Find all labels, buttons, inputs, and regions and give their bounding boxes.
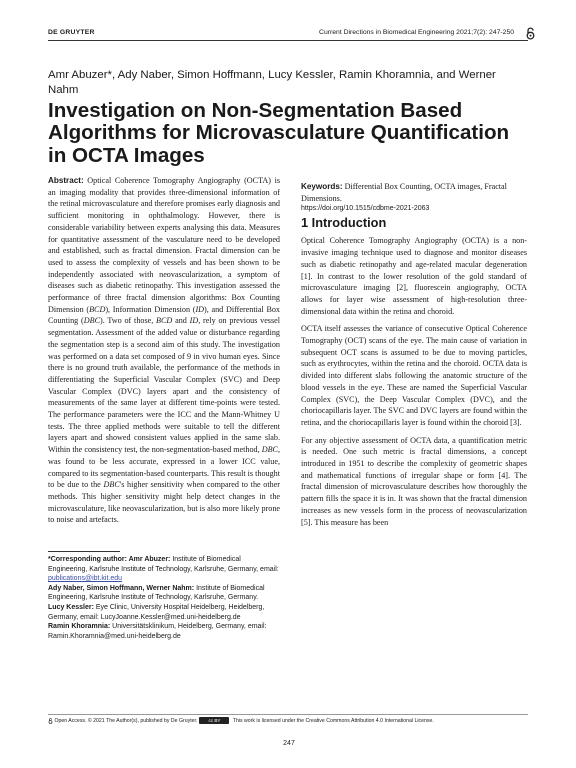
intro-paragraph-2: OCTA itself assesses the variance of consecutive Optical Coherence Tomography (OCT) scans of the eye. The main cause of variation in subsequent OCT scans is assumed to be due to moving particles, such as erythrocytes, within the retina and the choroid. OCTA data is divided into different slabs following the anatomic structure of the blood vessels in the eye. These are named the Superficial Vascular Complex (SVC), the Deep Vascular Complex (DVC), and the choriocapillaris layer. The SVC and DVC layers are found within the retina, and the choriocapillaris layer is found within the choroid [3].: [301, 324, 527, 427]
keywords: [301, 181, 527, 204]
footnote-authors: [48, 584, 280, 603]
abstract-text: ), Information Dimension (: [105, 304, 196, 314]
footnote-label: Ramin Khoramnia:: [48, 623, 111, 631]
author-footnotes: [48, 555, 280, 641]
publisher-name: DE GRUYTER: [48, 29, 95, 36]
footnote-text: Institute of Biomedical Engineering, Karlsruhe Institute of Technology, Karlsruhe, Germany, email:: [48, 556, 279, 573]
journal-citation: Current Directions in Biomedical Engineering 2021;7(2): 247-250: [319, 29, 514, 36]
open-access-lock-icon: [525, 27, 536, 40]
abstract-text: and: [172, 316, 190, 326]
footnote-text: Institute of Biomedical Engineering, Karlsruhe Institute of Technology, Karlsruhe, Germany.: [48, 584, 265, 602]
footnote-corresponding: [48, 555, 280, 584]
doi-link[interactable]: https://doi.org/10.1515/cdbme-2021-2063: [301, 205, 430, 213]
license-text: This work is licensed under the Creative Commons Attribution 4.0 International License.: [231, 718, 434, 724]
page-number: 247: [283, 740, 295, 747]
abbr-id: ID: [195, 304, 205, 314]
footnote-rule: [48, 551, 120, 552]
author-list: Amr Abuzer*, Ady Naber, Simon Hoffmann, Lucy Kessler, Ramin Khoramnia, and Werner Nahm: [48, 69, 496, 96]
abbr-id: ID: [189, 316, 199, 326]
header-rule: [48, 40, 528, 41]
intro-paragraph-3: For any objective assessment of OCTA data, a quantification metric is needed. One such metric is fractal dimensions, a concept introduced in 1951 to describe the complexity of geometric shapes and mathematical functions of irregular shape or form [4]. The fractal dimension of microvasculature describes how thoroughly the pattern fills the space it is in. It was shown that the fractal dimension increases as new vessels form in the process of neovascularization [5]. This measure has been: [301, 435, 527, 527]
footnote-label: *Corresponding author: Amr Abuzer:: [48, 556, 171, 563]
abstract: [48, 175, 280, 526]
keywords-label: Keywords:: [301, 182, 343, 191]
footnote-kessler: [48, 603, 280, 622]
corresponding-email-link[interactable]: publications@ibt.kit.edu: [48, 575, 123, 583]
abstract-text: , rely on previous vessel segmentation. Assessment of the added value or disturbance regarding the segmentation step is a second aim of this study. The investigation was performed on a data set composed of 9 in vivo human eyes. Since there is no ground truth available, the performance of the methods in differentiating the Superficial Vascular Complex (SVC) and Deep Vascular Complex (DVC) layers apart and the consistency of measurements of the same layer at different time-points were tested. The performance parameters were the ICC and the Mann-Whitney U tests. The three applied methods were suitable to tell the different layers apart and showed consistent values applied in the same slab. Within the consistency test, the non-segmentation-based method,: [48, 316, 280, 455]
footnote-label: Lucy Kessler:: [48, 603, 94, 611]
abbr-bcd: BCD: [89, 304, 106, 314]
license-line: [48, 717, 528, 725]
intro-paragraph-1: Optical Coherence Tomography Angiography (OCTA) is a non-invasive imaging technique used to diagnose and monitor diseases such as diabetic retinopathy and age-related macular degeneration [1]. In contrast to the lower resolution of the gold standard of microvasculature imaging [2], fluorescein angiography, OCTA allows for layer wise assessment of high-resolution three-dimensional data within the retina and choroid.: [301, 236, 527, 316]
footnote-text: Universitätsklinikum, Heidelberg, Germany, email: Ramin.Khoramnia@med.uni-heidelberg.de: [48, 623, 267, 640]
abstract-text: 's higher sensitivity when compared to the other methods. This higher sensitivity might help detect changes in the microvasculature, like neovascularization, but is also more likely prone to noise and artefacts.: [48, 480, 281, 525]
keywords-text: Differential Box Counting, OCTA images, Fractal Dimensions.: [301, 182, 507, 203]
abbr-dbc: DBC: [261, 445, 278, 455]
abstract-text: ). Two of those,: [100, 316, 157, 326]
license-text: Open Access. © 2021 The Author(s), published by De Gruyter.: [53, 718, 198, 724]
abstract-column: [48, 175, 280, 526]
footnote-label: Ady Naber, Simon Hoffmann, Werner Nahm:: [48, 584, 195, 592]
abbr-dbc: DBC: [83, 316, 100, 326]
footnote-text: Eye Clinic, University Hospital Heidelberg, Heidelberg, Germany, email: LucyJoanne.Kessler@med.uni-heidelberg.de: [48, 603, 265, 621]
abbr-dbc: DBC: [103, 480, 120, 490]
main-text-column: [301, 176, 527, 534]
abstract-text: Optical Coherence Tomography Angiography (OCTA) is an imaging modality that provides three-dimensional information of the retinal microvasculature and therefore promises early diagnosis and sufficient monitoring in ophthalmology. However, there is considerable variability between experts analysing this data. Measures for quantitative assessment of the vasculature need to be developed and established, such as fractal dimension. Fractal dimension can be used to assess the complexity of vessels and has been shown to be independently associated with neovascularization, a symptom of diseases such as diabetic retinopathy. This investigation assessed the performance of three fractal dimension algorithms: Box Counting Dimension (: [48, 176, 280, 314]
creative-commons-by-badge: cc BY: [199, 717, 229, 724]
section-heading-introduction: 1 Introduction: [301, 215, 387, 231]
abbr-bcd: BCD: [156, 316, 173, 326]
footnote-khoramnia: [48, 622, 280, 641]
paper-title: Investigation on Non-Segmentation Based Algorithms for Microvasculature Quantification in OCTA Images: [48, 99, 510, 167]
footer-rule: [48, 714, 528, 715]
abstract-label: Abstract:: [48, 176, 84, 185]
abstract-text: , was found to be less accurate, expressed in a lower ICC value, compared to its segmentation-based counterparts. This result is thought to be due to the: [48, 445, 280, 490]
abstract-text: ), and Differential Box Counting (: [48, 304, 280, 326]
